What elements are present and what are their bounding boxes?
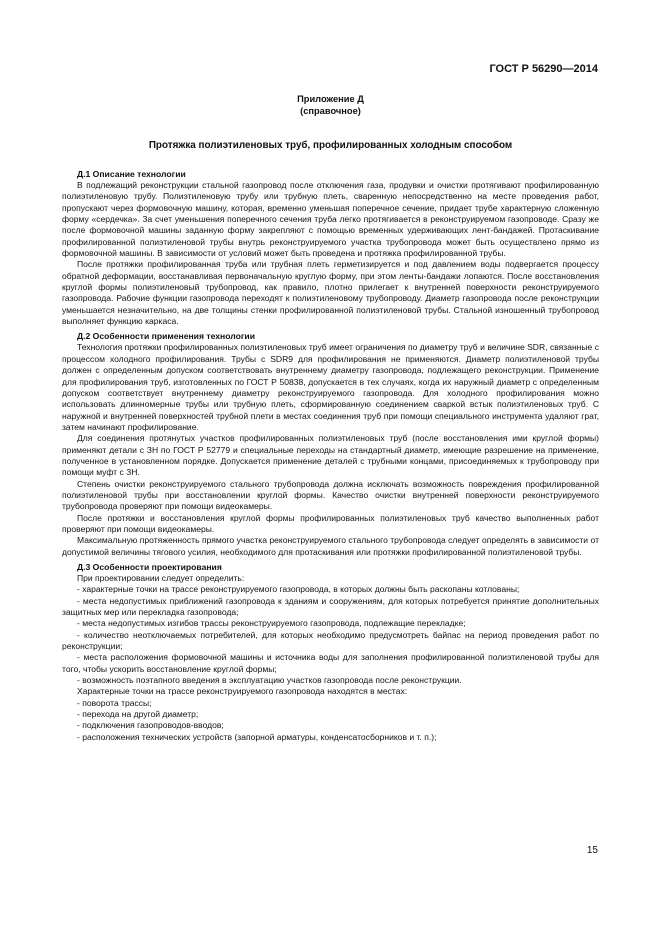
standard-designation: ГОСТ Р 56290—2014 [489,63,598,75]
list-item: - характерные точки на трассе реконструируемого газопровода, в которых должны быть раскопаны котлованы; [77,584,520,595]
paragraph: Характерные точки на трассе реконструируемого газопровода находятся в местах: [77,686,408,697]
document-body [62,168,599,743]
paragraph: После протяжки и восстановления круглой формы профилированных полиэтиленовых труб качество выполненных работ проверяют при помощи видеокамеры. [62,512,599,534]
list-item: - места расположения формовочной машины и источника воды для заполнения профилированной полиэтиленовой трубы для того, чтобы ускорить восстановление круглой формы; [62,652,599,674]
list-item: - места недопустимых изгибов трассы реконструируемого газопровода, подлежащие перекладке; [77,618,466,629]
list-item: - подключения газопроводов-вводов; [77,720,224,731]
list-item: - поворота трассы; [77,697,152,708]
paragraph: При проектировании следует определить: [77,573,245,583]
paragraph: Максимальную протяженность прямого участка реконструируемого стального трубопровода следует определять в зависимости от допустимой величины тягового усилия, необходимого для протаскивания или протяжки профилированной полиэтиленовой трубы. [62,535,599,557]
list-item: - количество неотключаемых потребителей, для которых необходимо предусмотреть байпас на период проведения работ по реконструкции; [62,629,599,652]
annex-heading [62,93,599,117]
annex-title: Приложение Д [297,94,364,104]
paragraph: Для соединения протянутых участков профилированных полиэтиленовых труб (после восстановления ими круглой формы) применяют детали с ЗН по ГОСТ Р 52779 и специальные переходы на стандартный диаметр, имеющие разрешение на применение, полученное в установленном порядке. Допускается применение деталей с трубными концами, присоединяемых к трубопроводу при помощи муфт с ЗН. [62,433,599,478]
paragraph: После протяжки профилированная труба или трубная плеть герметизируется и под давлением воды подвергается процессу обратной деформации, восстанавливая первоначальную круглую форму, при этом ленты-бандажи лопаются. После восстановления круглой формы полиэтиленовый трубопровод, как правило, плотно прилегает к внутренней поверхности реконструируемого газопровода. Рабочие функции газопровода переходят к полиэтиленовому трубопроводу. Диаметр газопровода после реконструкции уменьшается незначительно, на две толщины стенки профилированной полиэтиленовой трубы. Стальной изношенный трубопровод выполняет функцию каркаса. [62,259,599,327]
paragraph: Степень очистки реконструируемого стального трубопровода должна исключать возможность повреждения профилированной полиэтиленовой трубы при восстановлении круглой формы. Качество очистки внутренней поверхности реконструируемого трубопровода проверяют при помощи видеокамеры. [62,478,599,512]
list-item: - возможность поэтапного введения в эксплуатацию участков газопровода после реконструкции. [77,675,462,686]
page-number: 15 [586,845,598,856]
list-item: - места недопустимых приближений газопровода к зданиям и сооружениям, для которых потребуется принятие дополнительных защитных мер или перекладка газопровода; [62,595,599,618]
annex-note: (справочное) [300,106,361,116]
document-title: Протяжка полиэтиленовых труб, профилированных холодным способом [148,140,513,151]
section-heading: Д.1 Описание технологии [77,169,186,179]
list-item: - расположения технических устройств (запорной арматуры, конденсатосборников и т. п.); [77,731,437,742]
paragraph: Технология протяжки профилированных полиэтиленовых труб имеет ограничения по диаметру труб и величине SDR, связанные с процессом холодного профилирования. Трубы с SDR9 для профилирования не применяются. Диаметр полиэтиленовой трубы должен с определенным допуском соответствовать внутреннему диаметру газопровода, подлежащего реконструкции. Применение для профилирования труб, изготовленных по ГОСТ Р 50838, допускается в тех случаях, когда их наружный диаметр с определенным допуском соответствует внутреннему диаметру реконструируемого газопровода. Для холодного профилирования можно использовать длинномерные трубы или трубную плеть, сформированную соединением сваркой встык полиэтиленовых труб. С наружной и внутренней поверхностей трубной плети в местах соединения труб при помощи специального инструмента удаляют грат, затем начинают профилирование. [62,342,599,432]
list-item: - перехода на другой диаметр; [77,709,199,720]
section-heading: Д.3 Особенности проектирования [77,562,222,572]
paragraph: В подлежащий реконструкции стальной газопровод после отключения газа, продувки и очистки протягивают профилированную полиэтиленовую трубу. Полиэтиленовую трубу или трубную плеть, сваренную непосредственно на месте проведения работ, пропускают через формовочную машину, которая, временно уменьшая поперечное сечение, придает трубе характерную сложенную форму «сердечка». За счет уменьшения поперечного сечения труба легко протягивается в реконструируемом газопроводе. Сразу же после формовочной машины заданную форму закрепляют с помощью временных удерживающих лент-бандажей. Протаскивание профилированной полиэтиленовой трубы внутрь реконструируемого участка трубопровода может быть осуществлено прямо из формовочной машины. В зависимости от условий может быть проведена и протяжка профилированной трубы. [62,180,599,259]
section-heading: Д.2 Особенности применения технологии [77,331,255,342]
